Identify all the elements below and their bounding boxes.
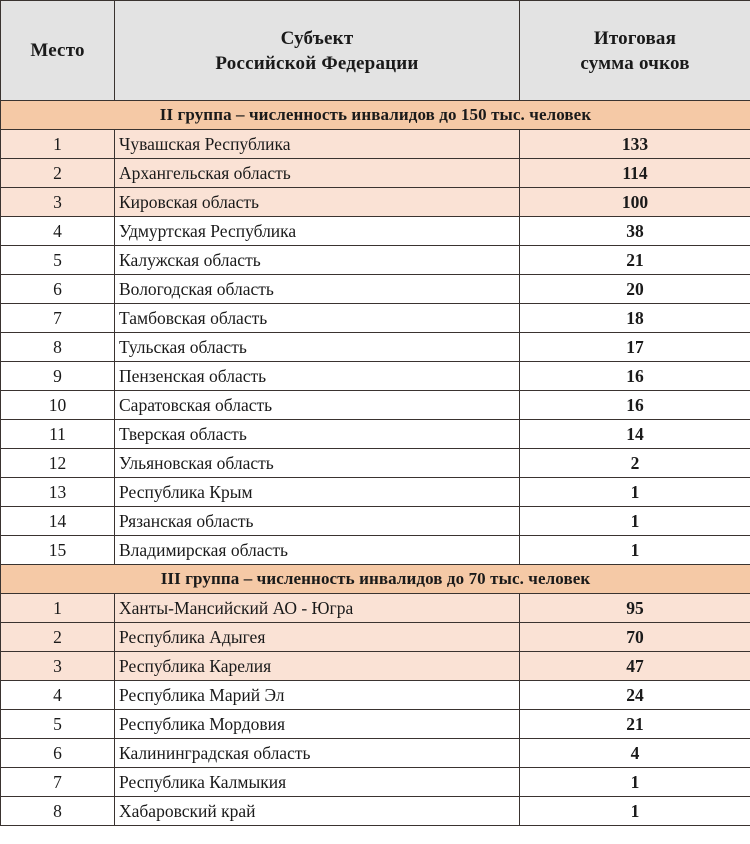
cell-place: 10	[1, 391, 115, 420]
table-row	[1, 768, 750, 797]
table-row	[1, 594, 750, 623]
cell-subject: Республика Мордовия	[115, 710, 520, 739]
cell-score: 20	[520, 275, 750, 304]
cell-place: 5	[1, 246, 115, 275]
table-row	[1, 275, 750, 304]
cell-score: 38	[520, 217, 750, 246]
table-row	[1, 623, 750, 652]
cell-subject: Пензенская область	[115, 362, 520, 391]
cell-subject: Республика Крым	[115, 478, 520, 507]
column-header-subject-line-2: Российской Федерации	[215, 52, 419, 74]
cell-score: 17	[520, 333, 750, 362]
cell-subject: Кировская область	[115, 188, 520, 217]
cell-subject: Владимирская область	[115, 536, 520, 565]
group-header-row	[1, 565, 750, 594]
table-row	[1, 362, 750, 391]
table-row	[1, 507, 750, 536]
cell-place: 3	[1, 652, 115, 681]
cell-subject: Калининградская область	[115, 739, 520, 768]
table-row	[1, 710, 750, 739]
cell-place: 7	[1, 768, 115, 797]
cell-subject: Тамбовская область	[115, 304, 520, 333]
cell-place: 4	[1, 217, 115, 246]
column-header-place	[1, 1, 115, 101]
cell-subject: Вологодская область	[115, 275, 520, 304]
cell-score: 70	[520, 623, 750, 652]
cell-place: 2	[1, 159, 115, 188]
cell-score: 21	[520, 246, 750, 275]
table-head	[1, 1, 750, 101]
group-header-row	[1, 101, 750, 130]
column-header-subject-line-1: Субъект	[280, 27, 354, 49]
table-row	[1, 681, 750, 710]
cell-place: 12	[1, 449, 115, 478]
table-body	[1, 101, 750, 826]
cell-subject: Республика Марий Эл	[115, 681, 520, 710]
table-row	[1, 478, 750, 507]
group-header-label: III группа – численность инвалидов до 70 тыс. человек	[1, 565, 750, 594]
cell-place: 5	[1, 710, 115, 739]
cell-place: 6	[1, 275, 115, 304]
cell-subject: Рязанская область	[115, 507, 520, 536]
cell-score: 1	[520, 536, 750, 565]
cell-score: 16	[520, 391, 750, 420]
cell-place: 1	[1, 594, 115, 623]
table-header-row	[1, 1, 750, 101]
cell-place: 14	[1, 507, 115, 536]
cell-place: 3	[1, 188, 115, 217]
cell-score: 1	[520, 797, 750, 826]
group-header-label: II группа – численность инвалидов до 150 тыс. человек	[1, 101, 750, 130]
table-row	[1, 246, 750, 275]
table-row	[1, 449, 750, 478]
cell-score: 114	[520, 159, 750, 188]
cell-subject: Тверская область	[115, 420, 520, 449]
cell-subject: Республика Карелия	[115, 652, 520, 681]
cell-score: 1	[520, 768, 750, 797]
table-row	[1, 217, 750, 246]
cell-subject: Тульская область	[115, 333, 520, 362]
cell-subject: Республика Калмыкия	[115, 768, 520, 797]
cell-place: 7	[1, 304, 115, 333]
table-row	[1, 130, 750, 159]
cell-score: 100	[520, 188, 750, 217]
cell-place: 1	[1, 130, 115, 159]
column-header-score	[520, 1, 750, 101]
cell-subject: Ульяновская область	[115, 449, 520, 478]
table-row	[1, 333, 750, 362]
cell-score: 18	[520, 304, 750, 333]
cell-place: 11	[1, 420, 115, 449]
cell-score: 1	[520, 478, 750, 507]
cell-subject: Хабаровский край	[115, 797, 520, 826]
column-header-score-line-1: Итоговая	[593, 27, 677, 49]
table-row	[1, 188, 750, 217]
cell-score: 24	[520, 681, 750, 710]
table-row	[1, 797, 750, 826]
cell-subject: Республика Адыгея	[115, 623, 520, 652]
column-header-score-line-2: сумма очков	[580, 52, 690, 74]
cell-score: 95	[520, 594, 750, 623]
cell-place: 13	[1, 478, 115, 507]
cell-subject: Калужская область	[115, 246, 520, 275]
table-row	[1, 391, 750, 420]
cell-score: 4	[520, 739, 750, 768]
cell-place: 15	[1, 536, 115, 565]
cell-score: 14	[520, 420, 750, 449]
cell-score: 16	[520, 362, 750, 391]
cell-subject: Саратовская область	[115, 391, 520, 420]
column-header-place-line-1: Место	[30, 40, 85, 61]
table-row	[1, 739, 750, 768]
cell-score: 21	[520, 710, 750, 739]
table-row	[1, 652, 750, 681]
cell-place: 9	[1, 362, 115, 391]
cell-place: 8	[1, 333, 115, 362]
cell-subject: Чувашская Республика	[115, 130, 520, 159]
cell-subject: Архангельская область	[115, 159, 520, 188]
cell-place: 6	[1, 739, 115, 768]
table-row	[1, 420, 750, 449]
cell-place: 4	[1, 681, 115, 710]
cell-score: 133	[520, 130, 750, 159]
column-header-subject	[115, 1, 520, 101]
cell-place: 8	[1, 797, 115, 826]
cell-subject: Ханты-Мансийский АО - Югра	[115, 594, 520, 623]
table-row	[1, 536, 750, 565]
cell-subject: Удмуртская Республика	[115, 217, 520, 246]
cell-score: 1	[520, 507, 750, 536]
cell-score: 2	[520, 449, 750, 478]
cell-score: 47	[520, 652, 750, 681]
cell-place: 2	[1, 623, 115, 652]
table-row	[1, 159, 750, 188]
table-row	[1, 304, 750, 333]
